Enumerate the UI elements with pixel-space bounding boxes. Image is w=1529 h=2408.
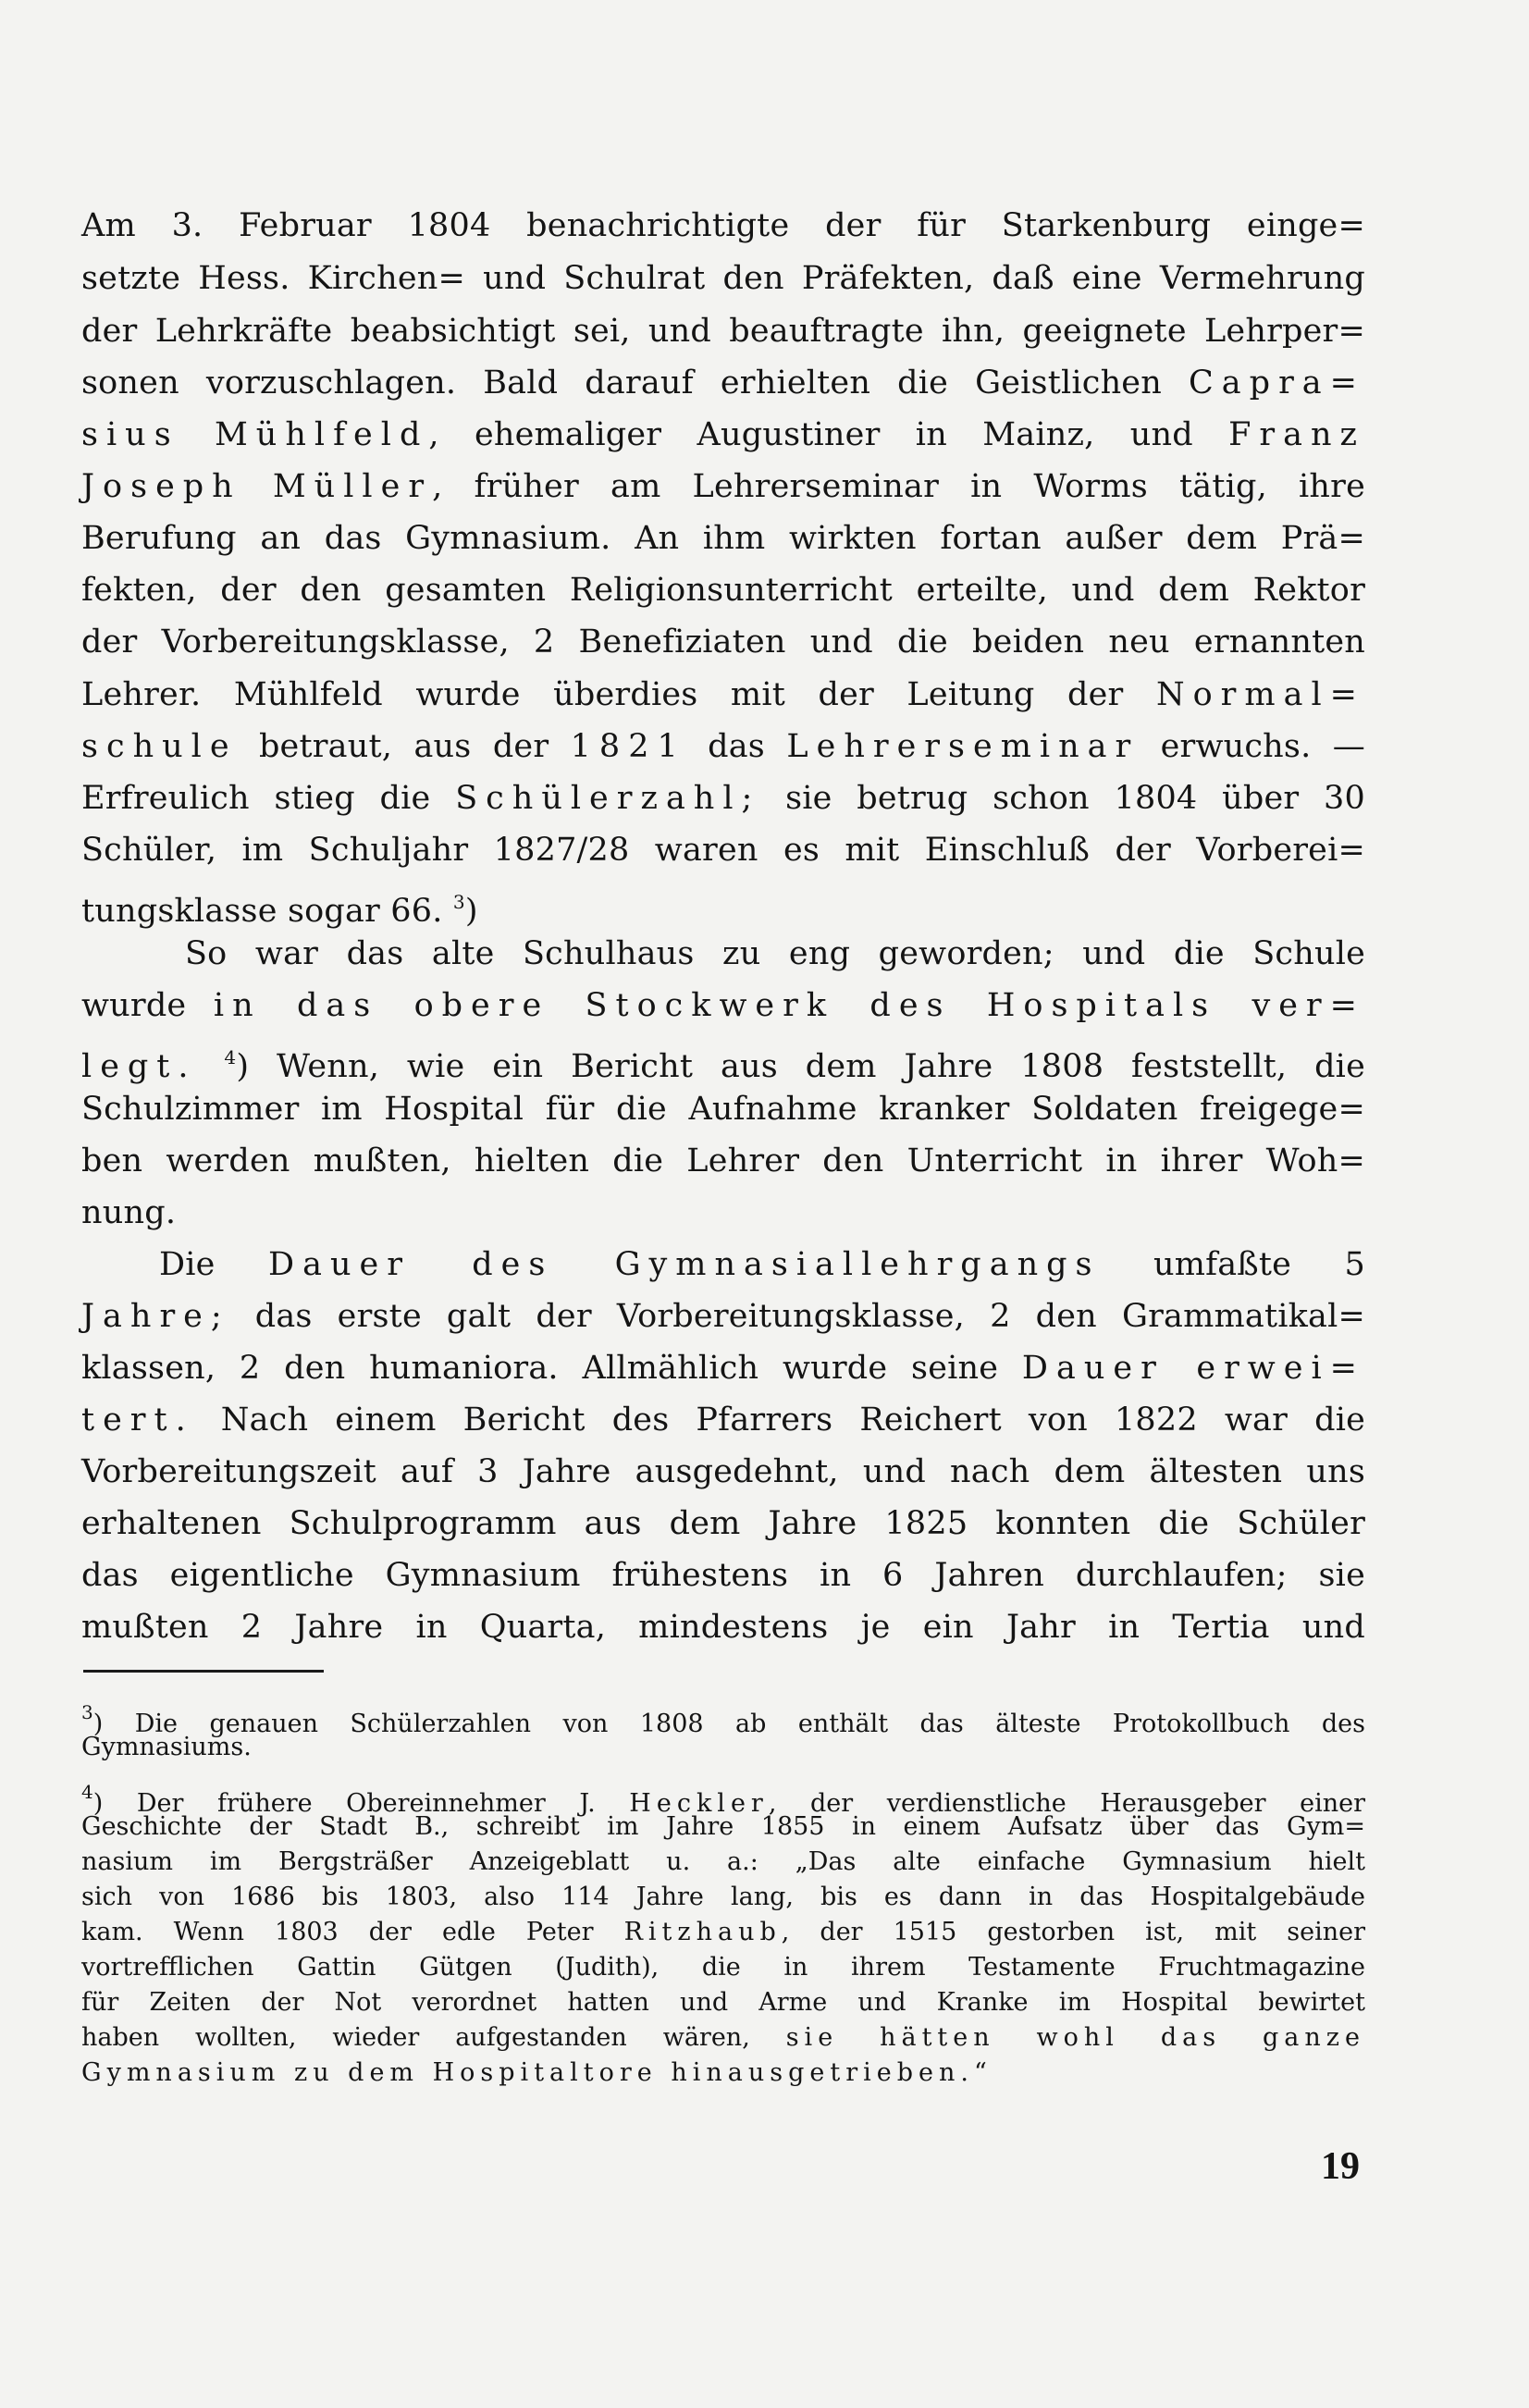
body-line [81,1294,1365,1339]
footnote-4-line [81,2056,1365,2091]
body-line [81,1346,1365,1390]
body-line [81,1139,1365,1183]
footnote-ref: 4 [224,1046,237,1068]
text-run: Gymnasiums. [81,1733,252,1761]
text-run: Vorbereitungszeit auf 3 Jahre ausgedehnt, und nach dem ältesten uns [81,1453,1365,1490]
spaced-name: Ritzhaub [623,1918,782,1946]
body-line [81,568,1365,612]
body-line [81,1553,1365,1598]
footnote-marker: 4 [81,1781,93,1803]
spaced-name: Normal= [1155,676,1365,713]
text-run: für Zeiten der Not verordnet hatten und Arme und Kranke im Hospital bewirtet [81,1988,1365,2017]
text-run: tungsklasse sogar 66. [81,893,443,930]
footnote-4-line [81,1845,1365,1880]
body-line [81,1501,1365,1546]
footnote-4-line [81,1950,1365,1985]
body-line [81,204,1365,248]
body-line [81,309,1365,353]
text-run: Die [159,1246,216,1283]
body-line: tungsklasse sogar 66. $^3$) [81,891,478,930]
footnote-4-line [81,1809,1365,1845]
text-run: , der verdienstliche Herausgeber einer [768,1789,1366,1818]
spaced-name: Heckler [629,1789,769,1818]
body-line [81,1398,1365,1442]
text-run: sonen vorzuschlagen. Bald darauf erhielten die Geistlichen [81,364,1162,401]
text-run: Schüler, im Schuljahr 1827/28 waren es mit Einschluß der Vorberei= [81,832,1365,869]
footnote-4-line [81,1915,1365,1950]
text-run: , ehemaliger Augustiner in Mainz, und [428,416,1193,453]
text-run: , früher am Lehrerseminar in Worms tätig, ihre [432,468,1366,505]
body-line [81,1605,1365,1649]
body-line [81,516,1365,561]
footnote-3: $^3$) Die genauen Schülerzahlen von 1808 ab enthält das älteste Protokollbuch des [81,1701,1365,1738]
text-run: Nach einem Bericht des Pfarrers Reichert von 1822 war die [220,1402,1365,1439]
text-run: kam. Wenn 1803 der edle Peter [81,1918,594,1946]
footnote-rule [83,1670,324,1673]
spaced-name: legt. [81,1048,197,1085]
text-run: Geschichte der Stadt B., schreibt im Jahre 1855 in einem Aufsatz über das Gym= [81,1812,1365,1841]
spaced-name: Lehrerseminar [786,728,1140,765]
text-run: der Lehrkräfte beabsichtigt sei, und beauftragte ihn, geeignete Lehrper= [81,313,1365,350]
text-run: Wenn, wie ein Bericht aus dem Jahre 1808 feststellt, die [277,1048,1365,1085]
page-number: 19 [1321,2145,1360,2188]
body-line [185,932,1365,976]
body-line [81,983,1365,1028]
footnote-4-line [81,1985,1365,2020]
body-line [81,673,1365,717]
text-run: nung. [81,1194,177,1231]
body-line [81,776,1365,821]
text-run: wurde [81,987,187,1024]
spaced-name: 1821 [570,728,686,765]
text-run: fekten, der den gesamten Religionsunterricht erteilte, und dem Rektor [81,572,1365,609]
body-line [81,620,1365,664]
body-line [81,828,1365,872]
text-run: Schulzimmer im Hospital für die Aufnahme kranker Soldaten freigege= [81,1091,1365,1128]
text-run: haben wollten, wieder aufgestanden wären, [81,2023,750,2052]
spaced-name: Gymnasium zu dem Hospitaltore hinausgetrieben.“ [81,2058,993,2087]
text-run: das erste galt der Vorbereitungsklasse, 2 den Grammatikal= [254,1298,1365,1335]
text-run: mußten 2 Jahre in Quarta, mindestens je ein Jahr in Tertia und [81,1609,1365,1646]
text-run: setzte Hess. Kirchen= und Schulrat den Präfekten, daß eine Vermehrung [81,260,1365,297]
body-line [159,1242,1365,1287]
spaced-name: Dauer des Gymnasiallehrgangs [268,1246,1101,1283]
text-run: erwuchs. — [1160,728,1365,765]
text-run: Berufung an das Gymnasium. An ihm wirkten fortan außer dem Prä= [81,520,1365,557]
text-run: ben werden mußten, hielten die Lehrer den Unterricht in ihrer Woh= [81,1142,1365,1179]
text-run: Lehrer. Mühlfeld wurde überdies mit der Leitung der [81,676,1124,713]
text-run: Erfreulich stieg die [81,780,431,817]
spaced-name: Jahre; [81,1298,230,1335]
spaced-name: sie hätten wohl das ganze [785,2023,1365,2052]
text-run: sie betrug schon 1804 über 30 [785,780,1365,817]
text-run: sich von 1686 bis 1803, also 114 Jahre lang, bis es dann in das Hospitalgebäude [81,1883,1365,1911]
body-line: legt. $^4$) Wenn, wie ein Bericht aus dem Jahre 1808 feststellt, die [81,1046,1365,1085]
footnote-4-line [81,1880,1365,1915]
text-run: klassen, 2 den humaniora. Allmählich wurde seine [81,1350,999,1387]
text-run: , der 1515 gestorben ist, mit seiner [781,1918,1365,1946]
footnote-4: $^4$) Der frühere Obereinnehmer J. Heckler, der verdienstliche Herausgeber einer [81,1781,1366,1818]
text-run: vortrefflichen Gattin Gütgen (Judith), die in ihrem Testamente Fruchtmagazine [81,1953,1365,1982]
body-line [81,361,1365,405]
body-line [81,1087,1365,1131]
body-line [81,464,1365,509]
body-line [81,1450,1365,1494]
text-run: Die genauen Schülerzahlen von 1808 ab enthält das älteste Protokollbuch des [134,1710,1365,1738]
body-line [81,413,1365,457]
footnote-marker: 3 [81,1701,93,1723]
footnote-4-line [81,2020,1365,2056]
spaced-name: Dauer erwei= [1021,1350,1365,1387]
spaced-name: Joseph [81,468,241,505]
spaced-name: tert. [81,1402,194,1439]
footnote-3-cont [81,1730,1365,1765]
text-run: betraut, aus der [258,728,549,765]
spaced-name: schule [81,728,238,765]
body-line [81,1191,1365,1235]
body-line [81,256,1365,301]
spaced-name: Schülerzahl; [455,780,761,817]
spaced-name: Müller [272,468,433,505]
spaced-name: in das obere Stockwerk des Hospitals ver= [213,987,1365,1024]
spaced-name: Mühlfeld [214,416,429,453]
spaced-name: sius [81,416,179,453]
body-line: schule betraut, aus der 1821 das Lehrerseminar erwuchs. — [81,728,1365,765]
text-run: Am 3. Februar 1804 benachrichtigte der für Starkenburg einge= [81,207,1365,244]
text-run: der Vorbereitungsklasse, 2 Benefiziaten und die beiden neu ernannten [81,624,1365,661]
text-run: Der frühere Obereinnehmer J. [136,1789,596,1818]
text-run: das eigentliche Gymnasium frühestens in 6 Jahren durchlaufen; sie [81,1557,1365,1594]
text-run: So war das alte Schulhaus zu eng geworden; und die Schule [185,935,1365,972]
text-run: umfaßte 5 [1153,1246,1365,1283]
text-run: nasium im Bergsträßer Anzeigeblatt u. a.: „Das alte einfache Gymnasium hielt [81,1847,1365,1876]
spaced-name: Franz [1228,416,1365,453]
footnote-ref: 3 [452,891,465,913]
text-run: erhaltenen Schulprogramm aus dem Jahre 1825 konnten die Schüler [81,1505,1365,1542]
spaced-name: Capra= [1189,364,1365,401]
